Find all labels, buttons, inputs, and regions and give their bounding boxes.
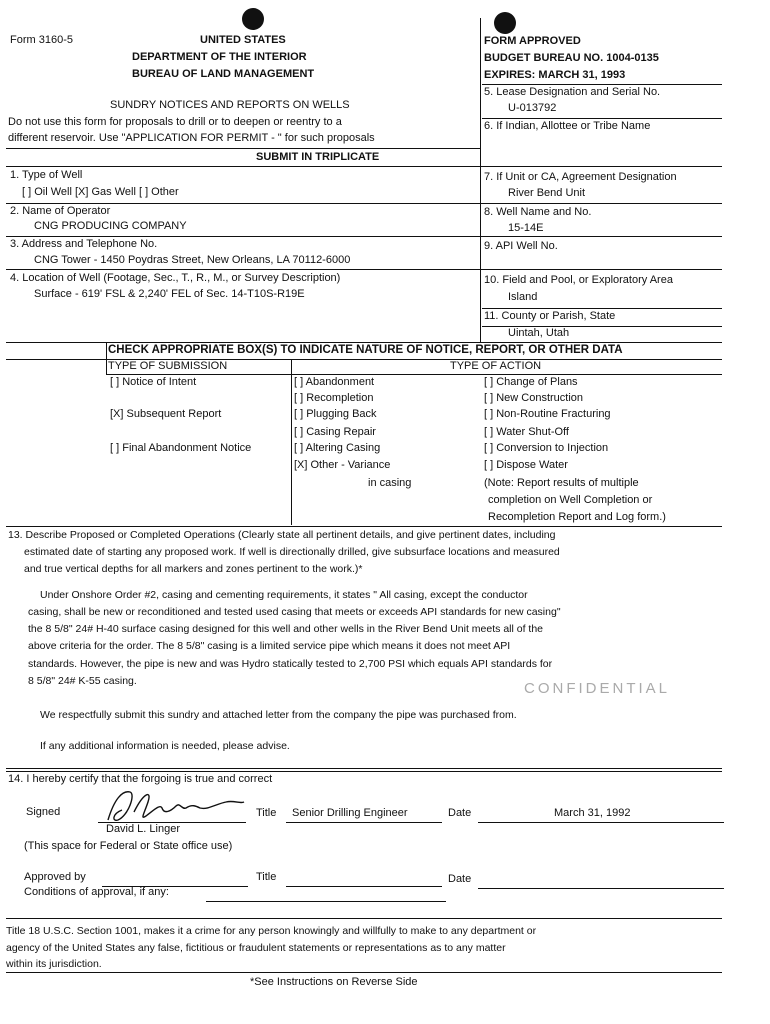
federal-note: (This space for Federal or State office use) (24, 840, 233, 852)
column-divider (106, 342, 107, 374)
action-other-detail: in casing (368, 477, 412, 489)
notice-line2: different reservoir. Use "APPLICATION FOR PERMIT - " for such proposals (8, 132, 375, 144)
body-line2: casing, shall be new or reconditioned and tested used casing that meets or exceeds API standards for new casing" (28, 606, 561, 618)
item4-value: Surface - 619' FSL & 2,240' FEL of Sec. 14-T10S-R19E (34, 288, 305, 300)
conditions-line: Conditions of approval, if any: (24, 886, 169, 898)
action-plugging-back: [ ] Plugging Back (294, 408, 377, 420)
item13-line2: estimated date of starting any proposed work. If well is directionally drilled, give subsurface locations and measured (24, 546, 560, 558)
divider (482, 118, 722, 119)
date-line2 (478, 888, 724, 889)
item11-label: 11. County or Parish, State (484, 310, 616, 322)
item5-label: 5. Lease Designation and Serial No. (484, 86, 661, 98)
date-value: March 31, 1992 (554, 807, 631, 819)
title-label: Title (256, 807, 277, 819)
action-new-construction: [ ] New Construction (484, 392, 584, 404)
title-label2: Title (256, 871, 277, 883)
divider (6, 768, 722, 769)
action-conversion-injection: [ ] Conversion to Injection (484, 442, 609, 454)
submit-in-triplicate: SUBMIT IN TRIPLICATE (256, 151, 380, 163)
body-line4: above criteria for the order. The 8 5/8" casing is a limited service pipe which means it does not meet API (28, 640, 511, 652)
divider (6, 972, 722, 973)
punch-hole-mark (242, 8, 264, 30)
item8-value: 15-14E (508, 222, 544, 234)
item13-line1: 13. Describe Proposed or Completed Operations (Clearly state all pertinent details, and give pertinent dates, including (8, 529, 556, 541)
title-line2 (286, 886, 442, 887)
approval-line3: EXPIRES: MARCH 31, 1993 (484, 69, 626, 81)
date-label2: Date (448, 873, 472, 885)
item9-label: 9. API Well No. (484, 240, 558, 252)
divider (6, 918, 722, 919)
item5-value: U-013792 (508, 102, 557, 114)
confidential-stamp: CONFIDENTIAL (524, 680, 671, 697)
item4-label: 4. Location of Well (Footage, Sec., T., R., M., or Survey Description) (10, 272, 341, 284)
column-divider (291, 359, 292, 525)
date-label: Date (448, 807, 472, 819)
submission-subsequent-report: [X] Subsequent Report (110, 408, 222, 420)
body-line3: the 8 5/8" 24# H-40 surface casing designed for this well and other wells in the River Bend Unit meets all of the (28, 623, 544, 635)
title-value: Senior Drilling Engineer (292, 807, 408, 819)
instructions-note: *See Instructions on Reverse Side (250, 976, 418, 988)
body-line6: 8 5/8" 24# K-55 casing. (28, 675, 137, 687)
action-water-shutoff: [ ] Water Shut-Off (484, 426, 569, 438)
submission-notice-intent: [ ] Notice of Intent (110, 376, 197, 388)
form-number: Form 3160-5 (10, 34, 73, 46)
usc-line3: within its jurisdiction. (6, 958, 102, 970)
action-change-plans: [ ] Change of Plans (484, 376, 578, 388)
note-line2: completion on Well Completion or (488, 494, 653, 506)
approved-label: Approved by (24, 871, 86, 883)
action-casing-repair: [ ] Casing Repair (294, 426, 376, 438)
title-line (286, 822, 442, 823)
notice-line1: Do not use this form for proposals to drill or to deepen or reentry to a (8, 116, 342, 128)
divider (482, 84, 722, 85)
item2-label: 2. Name of Operator (10, 205, 111, 217)
submission-header: TYPE OF SUBMISSION (108, 360, 228, 372)
action-altering-casing: [ ] Altering Casing (294, 442, 381, 454)
item2-value: CNG PRODUCING COMPANY (34, 220, 187, 232)
column-divider (480, 18, 481, 342)
note-line3: Recompletion Report and Log form.) (488, 511, 666, 523)
approval-line2: BUDGET BUREAU NO. 1004-0135 (484, 52, 659, 64)
action-recompletion: [ ] Recompletion (294, 392, 374, 404)
divider (6, 166, 722, 167)
action-other-variance: [X] Other - Variance (294, 459, 391, 471)
signature (100, 786, 250, 826)
divider (6, 148, 480, 149)
note-line1: (Note: Report results of multiple (484, 477, 639, 489)
check-heading: CHECK APPROPRIATE BOX(S) TO INDICATE NATURE OF NOTICE, REPORT, OR OTHER DATA (108, 344, 623, 356)
item10-label: 10. Field and Pool, or Exploratory Area (484, 274, 673, 286)
usc-line1: Title 18 U.S.C. Section 1001, makes it a crime for any person knowingly and willfully to make to any department or (6, 925, 537, 937)
agency-line1: UNITED STATES (200, 34, 286, 46)
action-abandonment: [ ] Abandonment (294, 376, 375, 388)
divider (6, 771, 722, 772)
action-header: TYPE OF ACTION (450, 360, 542, 372)
form-title: SUNDRY NOTICES AND REPORTS ON WELLS (110, 99, 350, 111)
item8-label: 8. Well Name and No. (484, 206, 592, 218)
certify-line: 14. I hereby certify that the forgoing is true and correct (8, 773, 273, 785)
divider (6, 342, 722, 343)
item11-value: Uintah, Utah (508, 327, 570, 339)
approval-line1: FORM APPROVED (484, 35, 581, 47)
date-line (478, 822, 724, 823)
agency-line3: BUREAU OF LAND MANAGEMENT (132, 68, 315, 80)
signer-name: David L. Linger (106, 823, 180, 835)
submission-final-abandonment: [ ] Final Abandonment Notice (110, 442, 252, 454)
divider (6, 269, 722, 270)
divider (6, 203, 722, 204)
punch-hole-mark (494, 12, 516, 34)
conditions-rule (206, 901, 446, 902)
usc-line2: agency of the United States any false, fictitious or fraudulent statements or representations as to any matter (6, 942, 506, 954)
item10-value: Island (508, 291, 538, 303)
signed-label: Signed (26, 806, 61, 818)
divider (106, 374, 722, 375)
item1-label: 1. Type of Well (10, 169, 83, 181)
item7-label: 7. If Unit or CA, Agreement Designation (484, 171, 677, 183)
action-dispose-water: [ ] Dispose Water (484, 459, 568, 471)
divider (482, 308, 722, 309)
divider (6, 236, 722, 237)
item1-value: [ ] Oil Well [X] Gas Well [ ] Other (22, 186, 179, 198)
item6-label: 6. If Indian, Allottee or Tribe Name (484, 120, 651, 132)
action-non-routine-fracturing: [ ] Non-Routine Fracturing (484, 408, 611, 420)
item7-value: River Bend Unit (508, 187, 586, 199)
item3-label: 3. Address and Telephone No. (10, 238, 158, 250)
item3-value: CNG Tower - 1450 Poydras Street, New Orleans, LA 70112-6000 (34, 254, 351, 266)
body-line1: Under Onshore Order #2, casing and cementing requirements, it states " All casing, except the conductor (40, 589, 528, 601)
advise-line: If any additional information is needed, please advise. (40, 740, 290, 752)
submit-line: We respectfully submit this sundry and attached letter from the company the pipe was purchased from. (40, 709, 517, 721)
body-line5: standards. However, the pipe is new and was Hydro statically tested to 2,700 PSI which equals API standards for (28, 658, 553, 670)
agency-line2: DEPARTMENT OF THE INTERIOR (132, 51, 307, 63)
item13-line3: and true vertical depths for all markers and zones pertinent to the work.)* (24, 563, 363, 575)
